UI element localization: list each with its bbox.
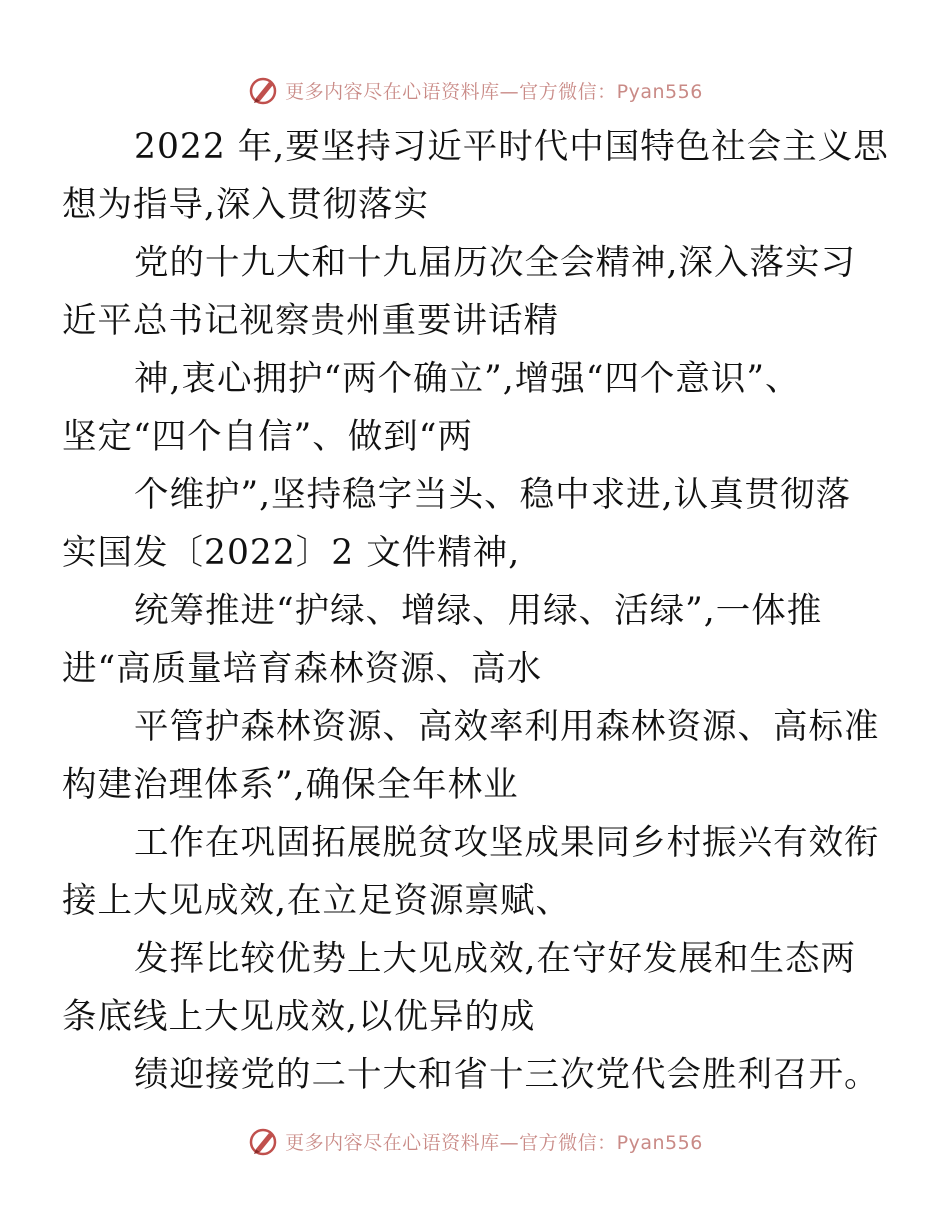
paragraph-line: 2022 年,要坚持习近平时代中国特色社会主义思 <box>134 127 889 167</box>
paragraph-line: 想为指导,深入贯彻落实 <box>62 185 429 225</box>
watermark-text: 更多内容尽在心语资料库—官方微信：Pyan556 <box>285 1131 703 1154</box>
pen-logo-icon <box>247 1125 279 1157</box>
paragraph-line: 绩迎接党的二十大和省十三次党代会胜利召开。 <box>134 1055 880 1095</box>
paragraph-line: 平管护森林资源、高效率利用森林资源、高标准 <box>134 707 880 747</box>
paragraph <box>62 234 858 350</box>
paragraph-line: 进“高质量培育森林资源、高水 <box>62 649 543 689</box>
watermark-text: 更多内容尽在心语资料库—官方微信：Pyan556 <box>285 80 703 103</box>
paragraph-line: 条底线上大见成效,以优异的成 <box>62 997 536 1037</box>
pen-logo-icon <box>247 74 279 106</box>
paragraph-line: 工作在巩固拓展脱贫攻坚成果同乡村振兴有效衔 <box>134 823 880 863</box>
footer-watermark <box>0 1125 950 1157</box>
paragraph-line: 统筹推进“护绿、增绿、用绿、活绿”,一体推 <box>134 591 823 631</box>
paragraph-line: 实国发〔2022〕2 文件精神, <box>62 533 521 573</box>
paragraph-line: 发挥比较优势上大见成效,在守好发展和生态两 <box>134 939 856 979</box>
paragraph-line: 个维护”,坚持稳字当头、稳中求进,认真贯彻落 <box>134 475 852 515</box>
paragraph-line: 党的十九大和十九届历次全会精神,深入落实习 <box>134 243 856 283</box>
header-watermark <box>0 74 950 106</box>
paragraph <box>62 466 858 582</box>
paragraph <box>62 582 858 698</box>
paragraph-line: 构建治理体系”,确保全年林业 <box>62 765 519 805</box>
paragraph-line: 坚定“四个自信”、做到“两 <box>62 417 473 457</box>
paragraph-line: 近平总书记视察贵州重要讲话精 <box>62 301 559 341</box>
document-body <box>62 118 889 1104</box>
paragraph <box>62 698 880 814</box>
paragraph <box>98 1046 880 1104</box>
paragraph-line: 神,衷心拥护“两个确立”,增强“四个意识”、 <box>134 359 801 399</box>
paragraph-line: 接上大见成效,在立足资源禀赋、 <box>62 881 571 921</box>
paragraph <box>62 930 858 1046</box>
paragraph <box>62 118 889 234</box>
paragraph <box>62 350 858 466</box>
paragraph <box>62 814 880 930</box>
